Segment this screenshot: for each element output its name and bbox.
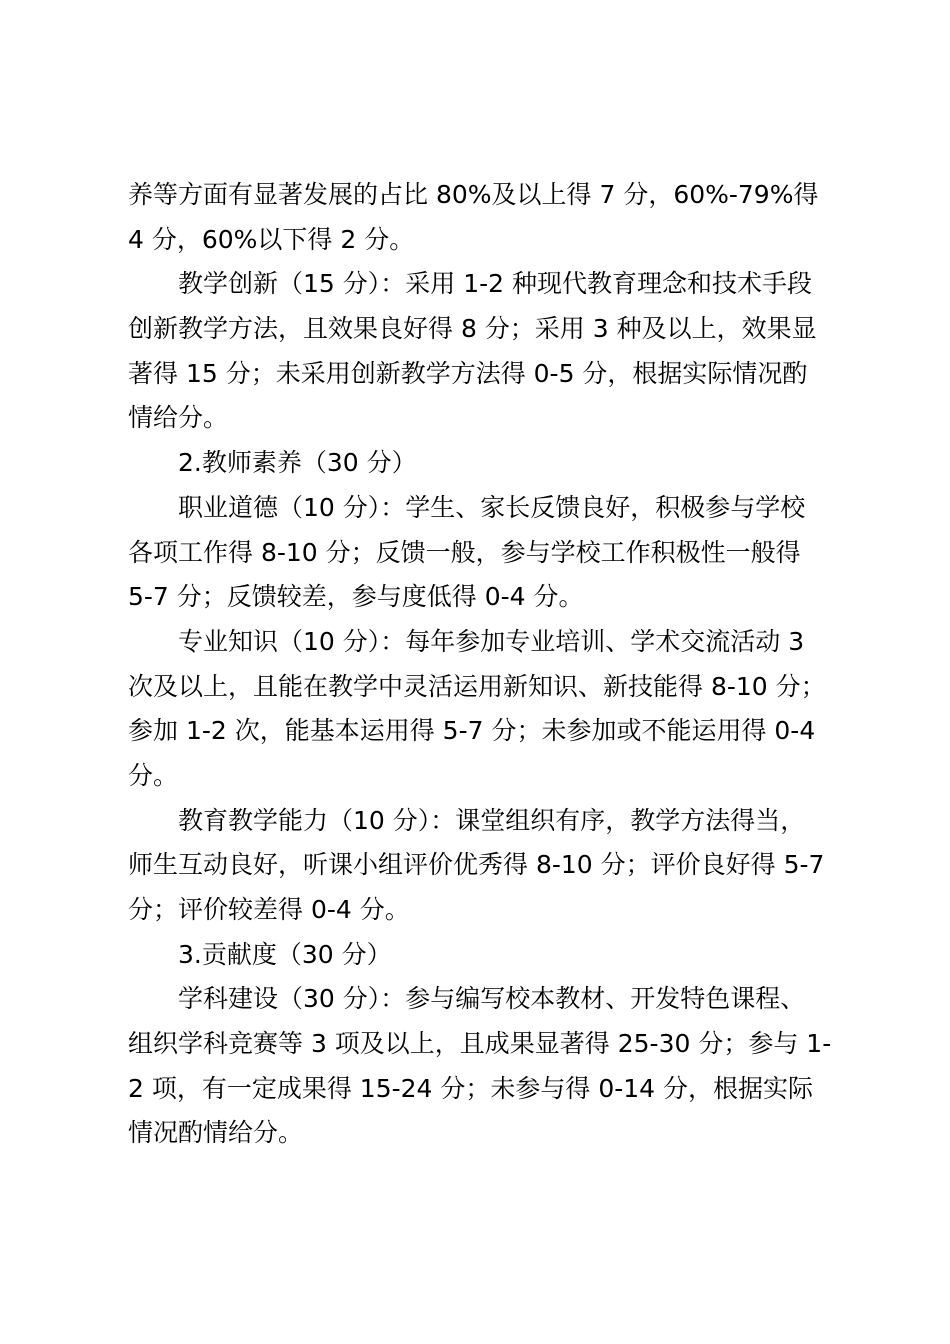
text-line: 分。 bbox=[128, 760, 179, 790]
text-line: 参加 1-2 次，能基本运用得 5-7 分；未参加或不能运用得 0-4 bbox=[128, 716, 816, 746]
text-line: 情况酌情给分。 bbox=[128, 1118, 304, 1148]
section-heading: 2.教师素养（30 分） bbox=[178, 448, 417, 478]
paragraph-start-line: 教学创新（15 分）：采用 1-2 种现代教育理念和技术手段 bbox=[178, 269, 812, 299]
paragraph-start-line: 学科建设（30 分）：参与编写校本教材、开发特色课程、 bbox=[178, 984, 806, 1014]
paragraph-start-line: 职业道德（10 分）：学生、家长反馈良好，积极参与学校 bbox=[178, 492, 806, 522]
text-line: 养等方面有显著发展的占比 80%及以上得 7 分，60%-79%得 bbox=[128, 180, 819, 209]
text-line: 5-7 分；反馈较差，参与度低得 0-4 分。 bbox=[128, 582, 584, 612]
text-line: 2 项，有一定成果得 15-24 分；未参与得 0-14 分，根据实际 bbox=[128, 1073, 814, 1103]
text-line: 分；评价较差得 0-4 分。 bbox=[128, 895, 410, 924]
text-line: 情给分。 bbox=[128, 403, 229, 433]
text-line: 著得 15 分；未采用创新教学方法得 0-5 分，根据实际情况酌 bbox=[128, 358, 808, 388]
text-line: 4 分，60%以下得 2 分。 bbox=[128, 224, 415, 254]
paragraph-start-line: 专业知识（10 分）：每年参加专业培训、学术交流活动 3 bbox=[178, 626, 805, 656]
text-line: 组织学科竞赛等 3 项及以上，且成果显著得 25-30 分；参与 1- bbox=[128, 1029, 832, 1059]
paragraph-start-line: 教育教学能力（10 分）：课堂组织有序，教学方法得当， bbox=[178, 805, 806, 835]
text-line: 次及以上，且能在教学中灵活运用新知识、新技能得 8-10 分； bbox=[128, 671, 826, 701]
text-line: 师生互动良好，听课小组评价优秀得 8-10 分；评价良好得 5-7 bbox=[128, 850, 825, 880]
section-heading: 3.贡献度（30 分） bbox=[178, 939, 392, 969]
document-body bbox=[128, 173, 836, 1156]
text-line: 创新教学方法，且效果良好得 8 分；采用 3 种及以上，效果显 bbox=[128, 314, 817, 344]
text-line: 各项工作得 8-10 分；反馈一般，参与学校工作积极性一般得 bbox=[128, 537, 801, 567]
